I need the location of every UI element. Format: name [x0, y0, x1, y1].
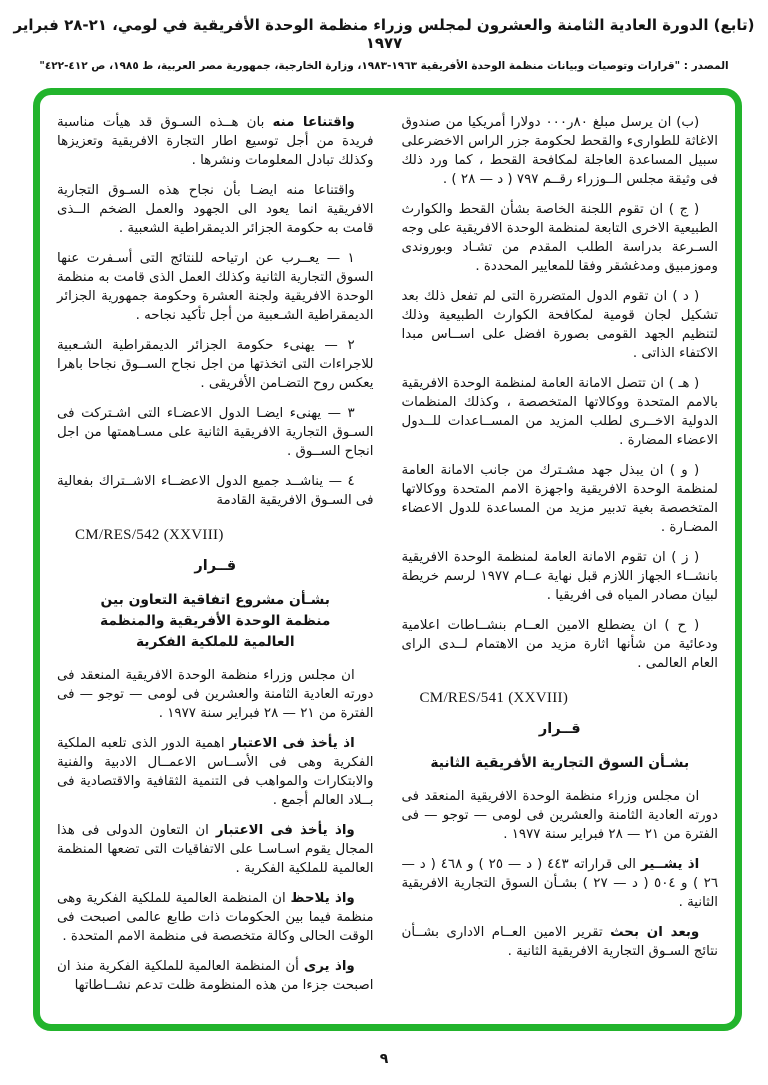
- page-number: ٩: [379, 1051, 389, 1067]
- paragraph: ( ز ) ان تقوم الامانة العامة لمنظمة الوحدة الافريقية بانشــاء الجهاز اللازم قبل نهاية عــام ١٩٧٧ لرسم خريطة لبيان مصادر المياه فى افريقيا .: [401, 550, 718, 603]
- paragraph-text: ان التعاون الدولى فى هذا المجال يقوم اسـاسـا على الاتفاقيات التى تضعها المنظمة العالمية للملكية الفكرية .: [57, 823, 374, 876]
- source-citation: المصدر : "قرارات وتوصيات وبيانات منظمة الوحدة الأفريقية ١٩٦٣-١٩٨٣، وزارة الخارجية، جمهورية مصر العربية، ط ١٩٨٥، ص ٤١٢-٤٢٢": [39, 60, 729, 72]
- paragraph: واقتناعا منه ايضـا بأن نجاح هذه السـوق التجارية الافريقية انما يعود الى الجهود والعمل الضخم الــذى قامت به حكومة الجزائر الديمقراطية الشعبية .: [57, 183, 374, 236]
- paragraph-text: اهمية الدور الذى تلعبه الملكية الفكرية وهى فى الأســاس الاعمــال الادبية والفنية والابتكارات والمواهب فى التنمية الثقافية والاقتصادية فى بــلاد العالم أجمع .: [57, 736, 374, 808]
- resolution-number: CM/RES/542 (XXVIII): [75, 527, 224, 543]
- paragraph: ان مجلس وزراء منظمة الوحدة الافريقية المنعقد فى دورته العادية الثامنة والعشرين فى لومى — توجو — فى الفترة من ٢١ — ٢٨ فبراير سنة ١٩٧٧ .: [401, 789, 718, 842]
- paragraph-lead: واقتناعا منه: [272, 115, 355, 130]
- paragraph: ٣ — يهنىء ايضـا الدول الاعضـاء التى اشـتركت فى السـوق التجارية الافريقية الثانية على مسـاهمتها من اجل انجاح الســوق .: [57, 406, 374, 459]
- paragraph: [402, 855, 719, 912]
- content-frame: [33, 88, 742, 1031]
- paragraph: ٤ — يناشــد جميع الدول الاعضــاء الاشــتراك بفعالية فى السـوق الافريقية القادمة: [57, 474, 374, 508]
- paragraph-text: الى قراراته ٤٤٣ ( د — ٢٥ ) و ٤٦٨ ( د — ٢٦ ) و ٥٠٤ ( د — ٢٧ ) بشـأن السوق التجارية الافريقية الثانية .: [401, 857, 719, 910]
- paragraph: [57, 957, 374, 995]
- paragraph: ( ح ) ان يضطلع الامين العــام بنشــاطات اعلامية ودعائية من شأنها اثارة مزيد من الاهتمام لــدى الراى العام العالمى .: [401, 618, 718, 671]
- decision-word: قــرار: [194, 558, 237, 574]
- paragraph: (ب) ان يرسل مبلغ ٨٠ر٠٠٠ دولارا أمريكيا من صندوق الاغاثة للطوارىء والقحط لحكومة جزر الراس الاخضرعلى سبيل المساعدة العاجلة لمكافحة القحط ، كما ورد ذلك فى وثيقة مجلس الــوزراء رقــم ٧٩٧ ( د — ٢٨ ) .: [401, 115, 718, 187]
- paragraph-text: أن المنظمة العالمية للملكية الفكرية منذ ان اصبحت جزءا من هذه المنظومة ظلت تدعم نشــاطاتها: [57, 959, 374, 993]
- decision-subject-line: العالمية للملكية الفكرية: [135, 634, 295, 650]
- decision-subject: بشـأن السوق التجارية الأفريقية الثانية: [430, 755, 690, 771]
- column-right: [402, 113, 719, 1018]
- decision-subject: [57, 590, 374, 653]
- paragraph: ١ — يعــرب عن ارتياحه للنتائج التى أسـفرت عنها السوق التجارية الثانية وكذلك العمل الذى قامت به منظمة الوحدة الافريقية ولجنة العشرة وحكومة جمهورية الجزائر الديمقراطية الشـعبية من أجل تأكيد نجاحه .: [57, 251, 374, 323]
- two-column-layout: [57, 113, 718, 1018]
- paragraph-lead: واذ يلاحظ: [290, 891, 355, 906]
- paragraph: ( ج ) ان تقوم اللجنة الخاصة بشأن القحط والكوارث الطبيعية الاخرى التابعة لمنظمة الوحدة الافريقية على وجه السـرعة بدراسة الطلب المقدم من تشـاد وبوروندى وموزمبيق ومدغشقر وفقا للمعايير المحددة .: [401, 202, 718, 274]
- paragraph: [402, 923, 719, 961]
- paragraph-lead: اذ يأخذ فى الاعتبار: [229, 736, 355, 751]
- paragraph-lead: وبعد ان بحث: [610, 925, 700, 940]
- decision-subject-line: بشـأن مشروع اتفاقية التعاون بين: [100, 592, 330, 608]
- paragraph-lead: واذ يرى: [303, 959, 355, 974]
- paragraph-lead: اذ يشــير: [640, 857, 700, 872]
- paragraph: ( هـ ) ان تتصل الامانة العامة لمنظمة الوحدة الافريقية بالامم المتحدة ووكالاتها المتخصصة ، وكذلك المنظمات الدولية الاخــرى لطلب المزيد من المســاعدات للــدول الاعضاء المضارة .: [401, 376, 718, 448]
- paragraph: [57, 821, 374, 878]
- decision-subject-line: منظمة الوحدة الأفريقية والمنظمة: [100, 613, 331, 629]
- paragraph-text: بان هــذه السـوق قد هيأت مناسبة فريدة من أجل توسيع اطار التجارة الافريقية وتعزيزها وكذلك تبادل المعلومات ونشرها .: [57, 115, 374, 168]
- paragraph: ان مجلس وزراء منظمة الوحدة الافريقية المنعقد فى دورته العادية الثامنة والعشرين فى لومى — توجو — فى الفترة من ٢١ — ٢٨ فبراير سنة ١٩٧٧ .: [57, 668, 374, 721]
- decision-word: قــرار: [538, 721, 581, 737]
- paragraph: [57, 889, 374, 946]
- session-title: (تابع) الدورة العادية الثامنة والعشرون لمجلس وزراء منظمة الوحدة الأفريقية في لومي، ٢١-٢٨ فبراير ١٩٧٧: [13, 16, 755, 52]
- paragraph-text: ان المنظمة العالمية للملكية الفكرية وهى منظمة فيما بين الحكومات ذات طابع عالمى اصبحت فى الوقت الحالى وكالة متخصصة فى منظمة الامم المتحدة .: [57, 891, 374, 944]
- paragraph: [57, 734, 374, 810]
- paragraph: ٢ — يهنىء حكومة الجزائر الديمقراطية الشـعبية للاجراءات التى اتخذتها من اجل نجاح الســوق نجاحا باهرا يعكس روح التضـامن الأفريقى .: [57, 338, 374, 391]
- paragraph: ( د ) ان تقوم الدول المتضررة التى لم تفعل ذلك بعد تشكيل لجان قومية لمكافحة الكوارث الطبيعية وذلك لتنظيم الجهد القومى بصورة افضل على اســاس مبدا الاكتفاء الذاتى .: [401, 289, 718, 361]
- page-header: [0, 16, 768, 72]
- resolution-number: CM/RES/541 (XXVIII): [419, 690, 569, 706]
- paragraph: [57, 113, 374, 170]
- paragraph-text: تقرير الامين العــام الادارى بشــأن نتائج السـوق التجارية الافريقية الثانية .: [401, 925, 718, 959]
- paragraph: ( و ) ان يبذل جهد مشـترك من جانب الامانة العامة لمنظمة الوحدة الافريقية واجهزة الامم المتحدة ووكالاتها المتخصصة بغية تدبير مزيد من المساعدة للدول الاعضاء المضـارة .: [401, 463, 718, 535]
- column-left: [57, 113, 374, 1018]
- paragraph-lead: واذ يأخذ فى الاعتبار: [215, 823, 355, 838]
